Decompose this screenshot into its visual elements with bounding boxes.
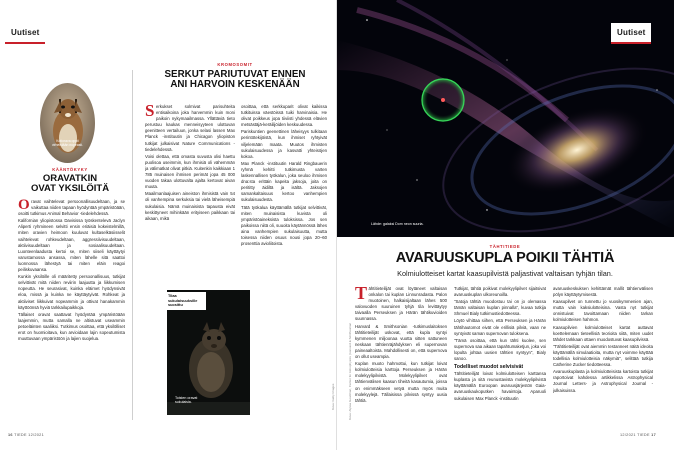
bubble-paragraph: "Satoja tähtiä muodostuu tai on jo olemassa tämän valtaisan kuplan pinnalla", kuvaa tutkija Shmuel Bialy tutkimustiedotteessa. — [454, 299, 546, 317]
squirrel-headline-line-2: OVAT YKSILÖITÄ — [30, 182, 110, 194]
bubble-paragraph: Löytö vihittaa siihen, että Perseuksen ja Härän tähtihautomot eivät ole erillisiä pilviä, vaan ne syntyivät saman supernovan tuloksena. — [454, 318, 546, 336]
squirrel-headline-line-1: ORAVATKIN — [42, 173, 98, 184]
galaxy-caption: Lähde: galaksi Dom neon suuria. — [371, 222, 424, 226]
column-divider — [132, 70, 133, 420]
mice-column-1 — [145, 104, 235, 286]
mice-paragraph: Voisi olettaa, että omasta suvusta olisi haettu puolisoa useimmin, kun ihmisiä oli vähemmän ja välimatkat olivat pitkiä. Kuitenkin kaikkiaan 1 785 muinaisen ihmisen perimät jopa 45 000 vuoden takaa ulottuvalta ajalta kertovat aivan muuta. — [145, 153, 235, 190]
mice-paragraph: erkukset solmivat parisuhteita entisaikoina joka harvemmin kuin moni paikoin nykymaailmassa. Yllättäviä tieto perustuu kaukas menneisyyteen ulottuvan geenitteen vertailuun, jonka selasi lassen Max Planck -instituutin ja Chicagon yliopiston tutkijat julkaisivat Nature Communications -tiedelehdessä. — [145, 104, 235, 152]
section-tab-left: Uutiset — [5, 23, 45, 44]
left-page-number: 16 — [8, 433, 13, 437]
mice-dropcap: S — [145, 104, 155, 120]
section-tab-right: Uutiset — [611, 23, 651, 44]
squirrel-dropcap: O — [18, 199, 30, 213]
bubble-paragraph: ähtitieteilijät ovat löytäneet valtaisan onkalon tai kuplan Linnunradasta. Palon muotoinen, halkaisijaltaan lähes 500 valovuoden suuruinen tyhjä tila levittäytyy taivaalla Perseuksen ja Härän tähtikuvioiden suunnassa. — [355, 286, 447, 322]
bubble-paragraph: avaruuskeskuksen kehittämät mallit tähtienvälisen pölyn käyttäytymisestä. — [553, 286, 653, 298]
squirrel-paragraph: ravat vaihtelevat persoonallisuudeltaan, ja se vaikuttaa niiden tapaan hyödyntää ympäristöään, osoitti tutkimus Animal Behavior -tiedelehdessä. — [18, 199, 125, 217]
mice-paragraph: Pariskuntien geenettinen läheisyys tulkitaan perintötekijöistä, kun ihmiset ryhtyivät viljelemään maata. Muutos ihmisten sukulaisuudessa ja kasvatti yhteisöjen kokoa. — [241, 129, 327, 159]
bubble-paragraph: Kaasupilvien kolmiulotteiset kartat auttavat koettelemaan tieteellisiä teorioita siitä, miten uudet tähdet tarkkaan ottaen muodostuvat kaasupilvissä. — [553, 324, 653, 342]
bubble-column-2 — [454, 286, 546, 428]
rodent-photo — [167, 290, 250, 415]
bubble-kicker: TÄHTITIEDE — [489, 244, 521, 249]
bubble-paragraph: Tähtitieteilijät loivat kolmiulotteisen karttansa kuplasta ja sitä reunustavista molekyylipilvistä käyttämällä Euroopan avaruusjärjestön Gaia-avaruuskaukoputken havaintoja. Aparuoli sukulaisen Max Planck -instituutin — [454, 371, 546, 401]
right-page-number: 17 — [651, 433, 656, 437]
bubble-subhead: Todelliset muodot selvisivät — [454, 364, 524, 371]
bubble-paragraph: Kuplan muoto hahmottui, kun tutkijat loivat kolmiulotteisia karttoja Perseuksen ja Härän molekyylipilvistä. Molekyylipilvet ovat tähtienvälisen kaasun tiheitä kasautumia, joissa on enimmäkseen vetyä mutta myös muita molekyylejä. Tällaisissa pilvissä syntyy uusia tähtiä. — [355, 361, 447, 403]
bubble-paragraph: "Tähtitieteilijät ovat aiemmin testanneet näitä ideoita käyttämällä simulaatioita, mutta nyt voimme käyttää todellisia kolmiulotteisia näkymiä", selittää tutkija Catherine Zucker tiedotteessa. — [553, 343, 653, 368]
bubble-paragraph: Kaasupilvet on tunnettu jo vuosikymmenien ajan, mutta vain kaksiulotteisina. Vasta nyt tutkijat onnistuivat tavoittamaan niiden tarkan kolmiulotteisen hahmon. — [553, 299, 653, 323]
mice-column-2 — [241, 104, 327, 304]
mice-paragraph: osoittaa, että serkkuparit olivat kaikissa tutkituissa väestöissä tuiki harvinaisia. He olivat poikkeus jopa tiiviisti yhdessä elävien metsästäjä-keräilijöiden keskuudessa. — [241, 104, 327, 128]
right-issue: 12/2021 TIEDE — [620, 433, 650, 437]
rodent-caption-top: Tilaa sukulaisuuksille suosittu — [168, 294, 198, 308]
squirrel-caption-line-1: Kotiorava oppii — [56, 139, 79, 143]
squirrel-caption-line-2: virheistään nopeasti. — [51, 143, 84, 147]
squirrel-caption — [50, 139, 85, 147]
bubble-headline: AVARUUSKUPLA POIKII TÄHTIÄ — [395, 250, 615, 266]
mice-paragraph: Max Planck -instituutin Harald Ringbauerin ryhmä kehitti tutkimusta varten laskennallisen työkalun, joka seuloo ihmisen dna:sta erittäin kapeita jaksoja, joita on perititty äidiltä ja isältä. Jaksojen samankaltaisuus kertoo vanhempien sukulaisuudesta. — [241, 160, 327, 203]
mice-headline — [145, 70, 325, 91]
left-issue: TIEDE 12/2021 — [14, 433, 44, 437]
photo-credit: Kuva: Alyssa Goodman, Center for Astrophysics | Harvard & Smithsonian — [348, 322, 352, 420]
right-footer — [620, 433, 656, 437]
mice-headline-line-1: SERKUT PARIUTUVAT ENNEN — [164, 69, 306, 80]
squirrel-illustration — [40, 83, 95, 163]
squirrel-body — [18, 199, 125, 419]
bubble-paragraph: Avaruuskuplasta ja kolmiulotteisista kartoista tutkijat raportoivat kahdessa artikkelissa Astrophysical Journal Letters- ja Astrophysical Journal -julkaisuissa. — [553, 369, 653, 393]
bubble-column-3 — [553, 286, 653, 428]
mice-paragraph: Tätä työkalua käyttämällä tutkijat selvittivät, miten muinaisista kuvista oli ympäristöaineksista tuloksissa. Jos sen paikoissa niitä oli, suuoita käytännössä lähes aina vanhempien sukulaisuutta, mutta toisessa niiden osuus nousi jopa 20–60 prosenttia avioliitoista. — [241, 204, 327, 247]
bubble-paragraph: "Tämä osoittaa, että kun tähti kuolee, sen supernova saa aikaan tapahtumaketjun, joka voi lopulta johtaa uusien tähtien syntyyn", Bialy sanoo. — [454, 337, 546, 362]
mice-paragraph: Maailmanlaajuisen aineiston ihmisistä vain 54 oli vanhempina serkuksia tai vielä läheisempiä sukulaisia. Nämä muinaisista tapausta eivät keskittyneet mihinkään erityiseen paikkaan tai aikaan, mikä — [145, 191, 235, 221]
bubble-dropcap: T — [355, 286, 368, 303]
squirrel-paragraph: Tällaiset oravat saattavat hyödyntää ympäristöään laajemmin, mutta samalla ne altistuvat useammin petoeläinten saaliiksi. Tutkimus osoittaa, että yksilölliset erot on huomioitava, kun arvioidaan lajin sopeutumista muuttuvaan ympäristöön ja lajien suojelua. — [18, 311, 125, 342]
rodent-caption-box — [167, 292, 206, 310]
bubble-paragraph: Harvard & Smithsonian -tutkimuslaitoksen tähtitieteilijät uskovat, että kupla syntyi kymmenen miljoonaa vuotta sitten sattuneen neskaan tähtienräjähdyksen eli supernovan paineaaltoista. Mahdollisesti on, että supernova on ollut useampia. — [355, 323, 447, 360]
squirrel-photo — [40, 83, 95, 163]
bubble-subheadline: Kolmiulotteiset kartat kaasupilvistä paljastivat valtaisan tyhjän tilan. — [397, 269, 613, 278]
rodent-caption: Toisten oravat sukulaisia. — [175, 396, 198, 405]
squirrel-headline — [15, 174, 125, 194]
mice-kicker: KROMOSOMIT — [217, 62, 253, 67]
squirrel-paragraph: Kunkin yksilöille oli määritetty persoonallisuus, tutkijat selvittivät mitä niiden reviirin laajuutta ja liikkumisen nopeutta. He seurasivat, kuinka eläimet hyödynsivät eloa, missä ja kuinka ne käyttäytyivät. Rohkeat ja aktiiviset liikkuivat nopeammin ja ottivat hanakammin käyttöönsä hyviä tarkkailupaikkoja. — [18, 274, 125, 310]
left-footer — [8, 433, 44, 437]
mice-headline-line-2: ANI HARVOIN KESKENÄÄN — [170, 79, 300, 91]
bubble-paragraph: Tutkijat, tähtiä poikivat molekyylipilvet sijaitsivat avaruuskuplan ulkoreunoilla. — [454, 286, 546, 298]
squirrel-kicker: KÄÄNTÖKYKY — [52, 167, 88, 172]
photo-credit-left: Kuva: Getty Images — [331, 383, 335, 410]
squirrel-paragraph: Kalifornian yliopistossa Davisissa työskentelevä Jaclyn Aliperti ryhmineen selvitti ensin eriäisiä kokeistelmillä, miten oravien heimoon kuuluvat kultaselkäsiisselit vaihtelevat rohkeudeltaan, aggressiivisuudeltaan, aktiivisuudeltaan ja sosiaalisuudeltaan. Luonteenlaadusta kertoi se, miten siiseli käyttäytyi varustamossa ansassa, miten lähelle sitä saattoi luonnossa lähestyä tai miten eläin reagoi peiliskuvaansa. — [18, 218, 125, 273]
bubble-column-1 — [355, 286, 447, 428]
